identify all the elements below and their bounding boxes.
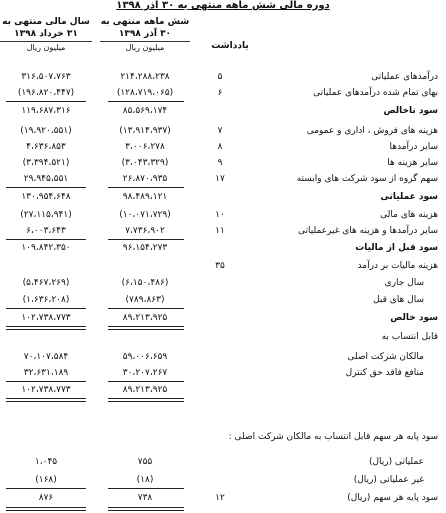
- row-note: ۱۷: [215, 174, 225, 184]
- row-label: درآمدهای عملیاتی: [371, 72, 438, 82]
- row-label: منافع فاقد حق کنترل: [345, 368, 424, 378]
- row-value-current: (۱۳،۹۱۴،۹۳۷): [119, 126, 171, 136]
- current-period-header: [100, 16, 190, 54]
- row-value-current: ۵۹،۰۰۶،۶۵۹: [122, 352, 168, 362]
- row-value-prior: (۳،۳۹۴،۵۲۱): [22, 158, 70, 168]
- row-label: هزینه های فروش ، اداری و عمومی: [306, 126, 438, 136]
- row-label: سال جاری: [384, 278, 424, 288]
- subtotal-rule: [108, 488, 184, 489]
- table-row: [0, 383, 446, 397]
- row-label: سایر درآمدها و هزینه های غیرعملیاتی: [298, 226, 438, 236]
- subtotal-rule: [108, 239, 184, 240]
- prior-period-label: سال مالی منتهی به: [2, 17, 90, 27]
- row-value-current: ۸۹،۲۱۳،۹۲۵: [122, 313, 168, 323]
- row-value-prior: ۳۲،۶۳۱،۱۸۹: [23, 368, 69, 378]
- row-value-prior: (۱۶۸): [35, 475, 57, 485]
- row-value-current: ۷،۷۳۶،۹۰۲: [125, 226, 165, 236]
- prior-period-date: ۳۱ خرداد ۱۳۹۸: [14, 29, 78, 39]
- row-label: مالکان شرکت اصلی: [347, 352, 424, 362]
- table-row: [0, 172, 446, 186]
- subtotal-rule: [6, 187, 86, 188]
- row-note: ۶: [217, 88, 223, 98]
- row-value-prior: (۱۹۶،۸۲۰،۴۴۷): [17, 88, 75, 98]
- row-value-current: (۷۸۹،۸۶۳): [125, 295, 165, 305]
- row-value-current: (۶،۱۵۰،۴۸۶): [121, 278, 169, 288]
- prior-period-unit: میلیون ریال: [0, 41, 92, 54]
- row-label: بهای تمام شده درآمدهای عملیاتی: [313, 88, 438, 98]
- table-row: [0, 70, 446, 84]
- row-note: ۱۱: [215, 226, 225, 236]
- subtotal-rule: [108, 187, 184, 188]
- row-value-prior: ۴،۶۳۶،۸۵۳: [26, 142, 66, 152]
- row-label: غیر عملیاتی (ریال): [353, 475, 424, 485]
- row-value-current: ۲۶،۸۷۰،۹۳۵: [122, 174, 168, 184]
- subtotal-rule: [6, 239, 86, 240]
- table-row: [0, 293, 446, 307]
- row-value-prior: ۱۰۲،۷۳۸،۷۷۳: [21, 313, 71, 323]
- row-label: عملیاتی (ریال): [368, 457, 424, 467]
- subtotal-rule: [108, 308, 184, 309]
- table-row: [0, 455, 446, 469]
- row-note: ۵: [217, 72, 223, 82]
- row-note: ۱۲: [215, 493, 225, 503]
- row-value-prior: (۱،۶۳۶،۲۰۸): [22, 295, 70, 305]
- total-double-rule: [6, 398, 86, 402]
- row-value-current: ۸۵،۵۶۹،۱۷۴: [122, 106, 168, 116]
- table-row: [0, 276, 446, 290]
- row-value-current: ۷۵۵: [137, 457, 153, 467]
- row-value-prior: ۱۱۹،۶۸۷،۳۱۶: [21, 106, 71, 116]
- table-row: [0, 241, 446, 255]
- row-value-prior: ۸۷۶: [38, 493, 54, 503]
- table-row: [0, 208, 446, 222]
- row-value-prior: (۵،۴۶۷،۲۶۹): [22, 278, 70, 288]
- table-row: [0, 311, 446, 325]
- row-value-prior: ۱۳۰،۹۵۴،۶۴۸: [21, 192, 71, 202]
- prior-period-header: [0, 16, 92, 54]
- row-value-current: (۳،۰۴۳،۳۲۹): [121, 158, 169, 168]
- row-value-current: ۹۸،۴۸۹،۱۲۱: [122, 192, 168, 202]
- row-label: سود خالص: [390, 313, 438, 323]
- table-row: [0, 104, 446, 118]
- row-value-current: ۳،۰۰۶،۲۷۸: [125, 142, 165, 152]
- table-row: [0, 473, 446, 487]
- subtotal-rule: [108, 381, 184, 382]
- subtotal-rule: [6, 381, 86, 382]
- row-value-current: (۱۸): [136, 475, 154, 485]
- note-column-header: یادداشت: [211, 41, 249, 51]
- eps-heading: سود پایه هر سهم قابل انتساب به مالکان شرکت اصلی :: [228, 432, 438, 442]
- table-row: [0, 86, 446, 100]
- row-note: ۸: [217, 142, 223, 152]
- table-row: [0, 124, 446, 138]
- row-note: ۳۵: [215, 261, 225, 271]
- subtotal-rule: [108, 101, 184, 102]
- table-row: [0, 259, 446, 273]
- row-value-current: ۷۳۸: [137, 493, 153, 503]
- row-value-current: ۲۱۴،۲۸۸،۲۳۸: [120, 72, 170, 82]
- row-note: ۹: [217, 158, 223, 168]
- total-double-rule: [108, 398, 184, 402]
- row-label: سایر درآمدها: [389, 142, 438, 152]
- row-value-current: ۸۹،۲۱۳،۹۲۵: [122, 385, 168, 395]
- table-row: [0, 156, 446, 170]
- row-label: سال های قبل: [373, 295, 424, 305]
- current-period-label: شش ماهه منتهی به: [100, 17, 190, 27]
- row-value-prior: ۲۹،۹۴۵،۵۵۱: [23, 174, 69, 184]
- current-period-unit: میلیون ریال: [100, 41, 190, 54]
- total-double-rule: [108, 507, 184, 511]
- row-value-prior: (۲۷،۱۱۵،۹۴۱): [20, 210, 72, 220]
- row-label: سود ناخالص: [383, 106, 438, 116]
- subtotal-rule: [6, 101, 86, 102]
- row-label: سود قبل از مالیات: [355, 243, 438, 253]
- row-label: هزینه مالیات بر درآمد: [357, 261, 438, 271]
- row-value-prior: (۱۹،۹۲۰،۵۵۱): [20, 126, 72, 136]
- row-value-prior: ۳۱۶،۵۰۷،۷۶۳: [21, 72, 71, 82]
- row-value-prior: ۶،۰۰۳،۶۴۳: [26, 226, 66, 236]
- row-note: ۱۰: [215, 210, 225, 220]
- row-label: سایر هزینه ها: [387, 158, 438, 168]
- current-period-date: ۳۰ آذر ۱۳۹۸: [118, 29, 172, 39]
- row-label: سود پایه هر سهم (ریال): [347, 493, 438, 503]
- total-double-rule: [6, 507, 86, 511]
- row-value-current: (۱۰،۰۷۱،۷۲۹): [119, 210, 171, 220]
- row-label: سود عملیاتی: [380, 192, 438, 202]
- row-label: هزینه های مالی: [380, 210, 438, 220]
- subtotal-rule: [6, 308, 86, 309]
- row-value-current: ۹۶،۱۵۴،۲۷۳: [122, 243, 168, 253]
- row-value-current: ۳۰،۲۰۷،۲۶۷: [122, 368, 168, 378]
- table-row: [0, 190, 446, 204]
- subtotal-rule: [6, 488, 86, 489]
- table-row: [0, 330, 446, 344]
- row-label: سهم گروه از سود شرکت های وابسته: [296, 174, 438, 184]
- table-row: [0, 140, 446, 154]
- table-row: [0, 491, 446, 505]
- row-value-prior: ۱۰۹،۸۴۲،۳۵۰: [21, 243, 71, 253]
- row-note: ۷: [217, 126, 223, 136]
- statement-title: دوره مالی شش ماهه منتهی به ۳۰ آذر ۱۳۹۸: [116, 0, 330, 11]
- row-value-current: (۱۲۸،۷۱۹،۰۶۵): [116, 88, 174, 98]
- row-value-prior: ۷۰،۱۰۷،۵۸۴: [23, 352, 69, 362]
- table-row: [0, 366, 446, 380]
- row-value-prior: ۱۰۲،۷۳۸،۷۷۳: [21, 385, 71, 395]
- table-row: [0, 350, 446, 364]
- row-label: قابل انتساب به: [381, 332, 438, 342]
- table-row: [0, 224, 446, 238]
- row-value-prior: ۱،۰۴۵: [34, 457, 58, 467]
